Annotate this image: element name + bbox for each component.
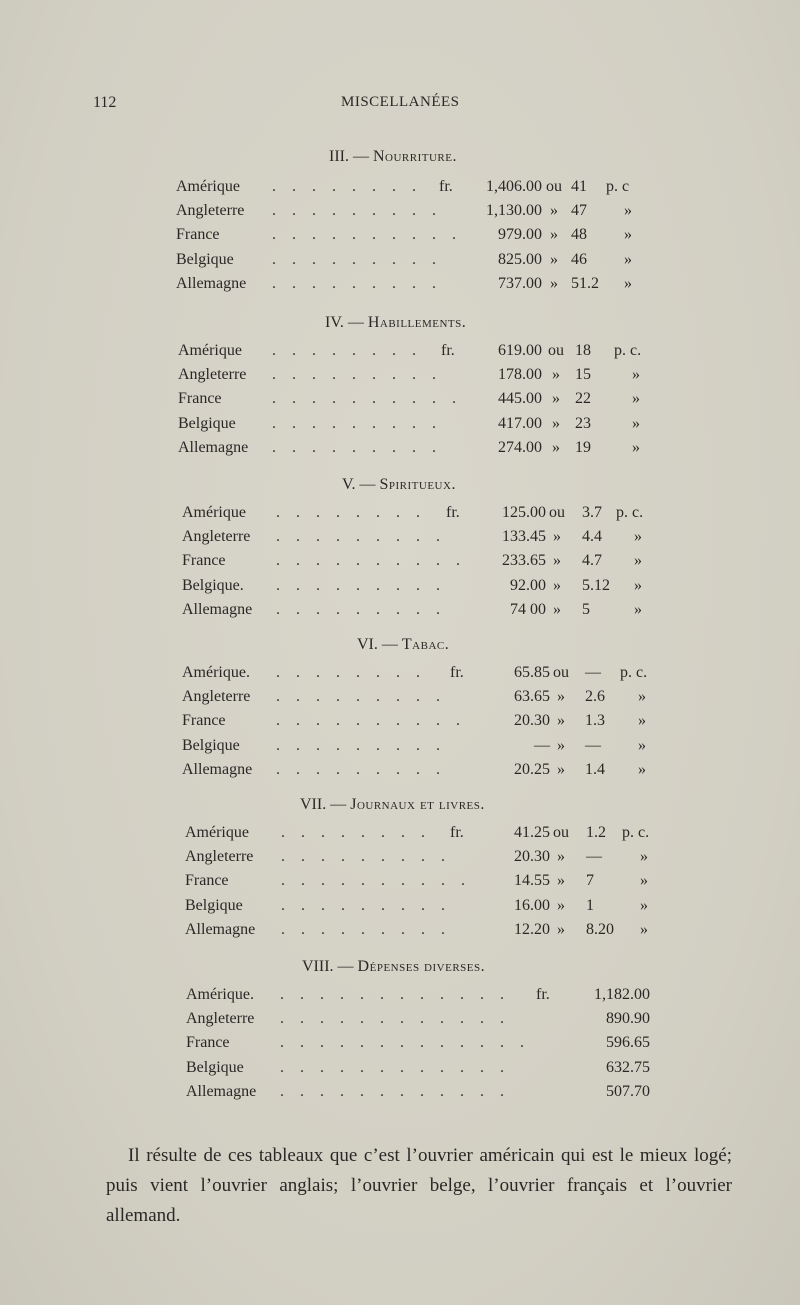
- amount-value: 16.00: [514, 897, 550, 914]
- section-heading: Nourriture.: [372, 148, 457, 165]
- table-row: [0, 577, 800, 601]
- amount-value: 890.90: [606, 1010, 650, 1027]
- table-row: [0, 528, 800, 552]
- amount-value: 178.00: [498, 366, 542, 383]
- percent-unit: p. c.: [616, 504, 644, 521]
- percent-value: 5: [582, 601, 590, 618]
- section-heading: Tabac.: [401, 636, 450, 653]
- percent-unit: »: [640, 848, 648, 865]
- amount-value: 619.00: [498, 342, 542, 359]
- table-row: [0, 1059, 800, 1083]
- dot-leader: . . . . . . . . .: [276, 528, 446, 545]
- table-row: [0, 1034, 800, 1058]
- percent-unit: »: [634, 577, 642, 594]
- percent-value: 23: [575, 415, 591, 432]
- amount-value: 1,130.00: [486, 202, 542, 219]
- percent-unit: »: [640, 872, 648, 889]
- country-name: Allemagne: [186, 1083, 257, 1100]
- dot-leader: . . . . . . . . .: [276, 761, 446, 778]
- separator: »: [552, 439, 560, 456]
- separator: »: [550, 251, 558, 268]
- amount-value: —: [534, 737, 550, 754]
- separator: »: [553, 577, 561, 594]
- amount-value: 1,182.00: [594, 986, 650, 1003]
- dot-leader: . . . . . . . . .: [272, 415, 442, 432]
- amount-value: 41.25: [514, 824, 550, 841]
- percent-value: 4.4: [582, 528, 602, 545]
- table-row: [0, 366, 800, 390]
- table-row: [0, 275, 800, 299]
- separator: »: [557, 688, 565, 705]
- percent-unit: »: [634, 552, 642, 569]
- amount-value: 1,406.00: [486, 178, 542, 195]
- currency-unit: fr.: [536, 986, 550, 1003]
- percent-value: 1.2: [586, 824, 606, 841]
- country-name: Allemagne: [182, 761, 253, 778]
- separator: »: [557, 848, 565, 865]
- section-heading: Journaux et livres.: [350, 796, 485, 813]
- amount-value: 737.00: [498, 275, 542, 292]
- percent-value: 41: [571, 178, 587, 195]
- section-title: [329, 148, 457, 166]
- dot-leader: . . . . . . . . . .: [276, 552, 466, 569]
- dot-leader: . . . . . . . . .: [276, 577, 446, 594]
- table-row: [0, 601, 800, 625]
- percent-unit: »: [634, 601, 642, 618]
- amount-value: 507.70: [606, 1083, 650, 1100]
- percent-value: 5.12: [582, 577, 610, 594]
- dot-leader: . . . . . . . . .: [276, 601, 446, 618]
- table-row: [0, 415, 800, 439]
- country-name: Allemagne: [182, 601, 253, 618]
- separator: ou: [553, 824, 569, 841]
- currency-unit: fr.: [450, 824, 464, 841]
- dot-leader: . . . . . . . . .: [272, 251, 442, 268]
- amount-value: 20.25: [514, 761, 550, 778]
- separator: »: [553, 601, 561, 618]
- percent-value: 1.4: [585, 761, 605, 778]
- amount-value: 233.65: [502, 552, 546, 569]
- section-numeral: VIII. —: [302, 958, 354, 975]
- separator: »: [550, 226, 558, 243]
- section-heading: Dépenses diverses.: [357, 958, 486, 975]
- dot-leader: . . . . . . . . . .: [281, 872, 471, 889]
- percent-value: 2.6: [585, 688, 605, 705]
- percent-unit: »: [632, 439, 640, 456]
- percent-unit: »: [640, 897, 648, 914]
- table-row: [0, 226, 800, 250]
- separator: ou: [546, 178, 562, 195]
- table-row: [0, 1083, 800, 1107]
- dot-leader: . . . . . . . . .: [272, 366, 442, 383]
- dot-leader: . . . . . . . .: [276, 664, 426, 681]
- amount-value: 825.00: [498, 251, 542, 268]
- section-title: [325, 314, 466, 332]
- table-row: [0, 737, 800, 761]
- table-row: [0, 824, 800, 848]
- percent-unit: »: [632, 415, 640, 432]
- dot-leader: . . . . . . . . . . . .: [280, 986, 510, 1003]
- amount-value: 133.45: [502, 528, 546, 545]
- dot-leader: . . . . . . . . .: [272, 439, 442, 456]
- percent-value: 1: [586, 897, 594, 914]
- table-row: [0, 872, 800, 896]
- table-row: [0, 1010, 800, 1034]
- country-name: Amérique.: [182, 664, 250, 681]
- amount-value: 20.30: [514, 712, 550, 729]
- table-row: [0, 552, 800, 576]
- running-header: [0, 94, 800, 118]
- section-numeral: V. —: [342, 476, 376, 493]
- percent-unit: »: [632, 390, 640, 407]
- country-name: Allemagne: [176, 275, 247, 292]
- table-row: [0, 921, 800, 945]
- amount-value: 632.75: [606, 1059, 650, 1076]
- percent-unit: »: [638, 688, 646, 705]
- percent-value: 3.7: [582, 504, 602, 521]
- country-name: Allemagne: [178, 439, 249, 456]
- country-name: France: [186, 1034, 230, 1051]
- table-row: [0, 848, 800, 872]
- table-row: [0, 761, 800, 785]
- amount-value: 14.55: [514, 872, 550, 889]
- section-title: [302, 958, 485, 976]
- percent-value: 18: [575, 342, 591, 359]
- separator: »: [557, 872, 565, 889]
- percent-value: 19: [575, 439, 591, 456]
- currency-unit: fr.: [450, 664, 464, 681]
- table-row: [0, 439, 800, 463]
- country-name: Belgique: [178, 415, 236, 432]
- separator: »: [557, 737, 565, 754]
- percent-unit: p. c.: [622, 824, 650, 841]
- amount-value: 274.00: [498, 439, 542, 456]
- percent-value: 1.3: [585, 712, 605, 729]
- country-name: France: [185, 872, 229, 889]
- conclusion-paragraph: Il résulte de ces tableaux que c’est l’ouvrier américain qui est le mieux logé; puis vient l’ouvrier anglais; l’ouvrier belge, l’ouvrier français et l’ouvrier allemand.: [106, 1145, 732, 1226]
- percent-unit: p. c.: [614, 342, 642, 359]
- separator: »: [550, 202, 558, 219]
- percent-unit: »: [624, 202, 632, 219]
- amount-value: 65.85: [514, 664, 550, 681]
- percent-value: 47: [571, 202, 587, 219]
- percent-unit: »: [624, 251, 632, 268]
- country-name: Amérique.: [186, 986, 254, 1003]
- table-row: [0, 664, 800, 688]
- currency-unit: fr.: [441, 342, 455, 359]
- table-row: [0, 897, 800, 921]
- percent-unit: »: [624, 275, 632, 292]
- table-row: [0, 712, 800, 736]
- section-heading: Spiritueux.: [379, 476, 456, 493]
- separator: »: [557, 712, 565, 729]
- amount-value: 63.65: [514, 688, 550, 705]
- amount-value: 417.00: [498, 415, 542, 432]
- percent-value: 4.7: [582, 552, 602, 569]
- separator: »: [553, 552, 561, 569]
- page-number: 112: [93, 94, 117, 111]
- dot-leader: . . . . . . . .: [272, 178, 422, 195]
- dot-leader: . . . . . . . . . .: [276, 712, 466, 729]
- separator: »: [550, 275, 558, 292]
- country-name: Belgique: [186, 1059, 244, 1076]
- dot-leader: . . . . . . . .: [281, 824, 431, 841]
- percent-unit: p. c: [606, 178, 630, 195]
- percent-value: 46: [571, 251, 587, 268]
- country-name: France: [176, 226, 220, 243]
- percent-unit: »: [638, 761, 646, 778]
- dot-leader: . . . . . . . . .: [281, 848, 451, 865]
- dot-leader: . . . . . . . . . .: [272, 390, 462, 407]
- percent-value: —: [586, 848, 602, 865]
- dot-leader: . . . . . . . . .: [276, 737, 446, 754]
- dot-leader: . . . . . . . . . . . .: [280, 1059, 510, 1076]
- amount-value: 12.20: [514, 921, 550, 938]
- country-name: France: [182, 712, 226, 729]
- country-name: Belgique: [182, 737, 240, 754]
- country-name: Angleterre: [182, 528, 251, 545]
- table-row: [0, 504, 800, 528]
- separator: »: [557, 921, 565, 938]
- dot-leader: . . . . . . . . . . . . .: [280, 1034, 530, 1051]
- percent-unit: p. c.: [620, 664, 648, 681]
- table-row: [0, 390, 800, 414]
- dot-leader: . . . . . . . . . . . .: [280, 1010, 510, 1027]
- country-name: Angleterre: [176, 202, 245, 219]
- separator: ou: [549, 504, 565, 521]
- dot-leader: . . . . . . . . .: [272, 202, 442, 219]
- country-name: Allemagne: [185, 921, 256, 938]
- table-row: [0, 202, 800, 226]
- country-name: Amérique: [185, 824, 249, 841]
- separator: »: [557, 897, 565, 914]
- amount-value: 92.00: [510, 577, 546, 594]
- dot-leader: . . . . . . . . . .: [272, 226, 462, 243]
- section-numeral: VI. —: [357, 636, 398, 653]
- currency-unit: fr.: [446, 504, 460, 521]
- amount-value: 74 00: [510, 601, 546, 618]
- table-row: [0, 251, 800, 275]
- dot-leader: . . . . . . . .: [276, 504, 426, 521]
- separator: »: [552, 390, 560, 407]
- percent-value: 22: [575, 390, 591, 407]
- percent-unit: »: [634, 528, 642, 545]
- country-name: Belgique.: [182, 577, 244, 594]
- running-title: MISCELLANÉES: [341, 94, 460, 110]
- section-title: [357, 636, 449, 654]
- section-numeral: VII. —: [300, 796, 347, 813]
- percent-value: —: [585, 664, 601, 681]
- section-title: [342, 476, 456, 494]
- section-numeral: IV. —: [325, 314, 364, 331]
- table-row: [0, 178, 800, 202]
- percent-value: 48: [571, 226, 587, 243]
- country-name: Angleterre: [178, 366, 247, 383]
- country-name: Angleterre: [186, 1010, 255, 1027]
- country-name: Angleterre: [185, 848, 254, 865]
- amount-value: 445.00: [498, 390, 542, 407]
- separator: »: [553, 528, 561, 545]
- country-name: Amérique: [178, 342, 242, 359]
- separator: »: [557, 761, 565, 778]
- separator: »: [552, 366, 560, 383]
- percent-value: 8.20: [586, 921, 614, 938]
- separator: ou: [553, 664, 569, 681]
- amount-value: 20.30: [514, 848, 550, 865]
- dot-leader: . . . . . . . . . . . .: [280, 1083, 510, 1100]
- percent-value: —: [585, 737, 601, 754]
- amount-value: 979.00: [498, 226, 542, 243]
- amount-value: 125.00: [502, 504, 546, 521]
- percent-value: 51.2: [571, 275, 599, 292]
- section-title: [300, 796, 485, 814]
- table-row: [0, 986, 800, 1010]
- percent-unit: »: [632, 366, 640, 383]
- percent-unit: »: [640, 921, 648, 938]
- percent-unit: »: [638, 737, 646, 754]
- dot-leader: . . . . . . . . .: [272, 275, 442, 292]
- dot-leader: . . . . . . . . .: [281, 897, 451, 914]
- section-numeral: III. —: [329, 148, 369, 165]
- table-row: [0, 688, 800, 712]
- country-name: France: [182, 552, 226, 569]
- dot-leader: . . . . . . . .: [272, 342, 422, 359]
- country-name: Belgique: [176, 251, 234, 268]
- country-name: Amérique: [176, 178, 240, 195]
- country-name: Amérique: [182, 504, 246, 521]
- separator: ou: [548, 342, 564, 359]
- percent-value: 15: [575, 366, 591, 383]
- table-row: [0, 342, 800, 366]
- currency-unit: fr.: [439, 178, 453, 195]
- separator: »: [552, 415, 560, 432]
- dot-leader: . . . . . . . . .: [281, 921, 451, 938]
- section-heading: Habillements.: [367, 314, 467, 331]
- country-name: France: [178, 390, 222, 407]
- percent-value: 7: [586, 872, 594, 889]
- percent-unit: »: [638, 712, 646, 729]
- amount-value: 596.65: [606, 1034, 650, 1051]
- country-name: Belgique: [185, 897, 243, 914]
- dot-leader: . . . . . . . . .: [276, 688, 446, 705]
- percent-unit: »: [624, 226, 632, 243]
- country-name: Angleterre: [182, 688, 251, 705]
